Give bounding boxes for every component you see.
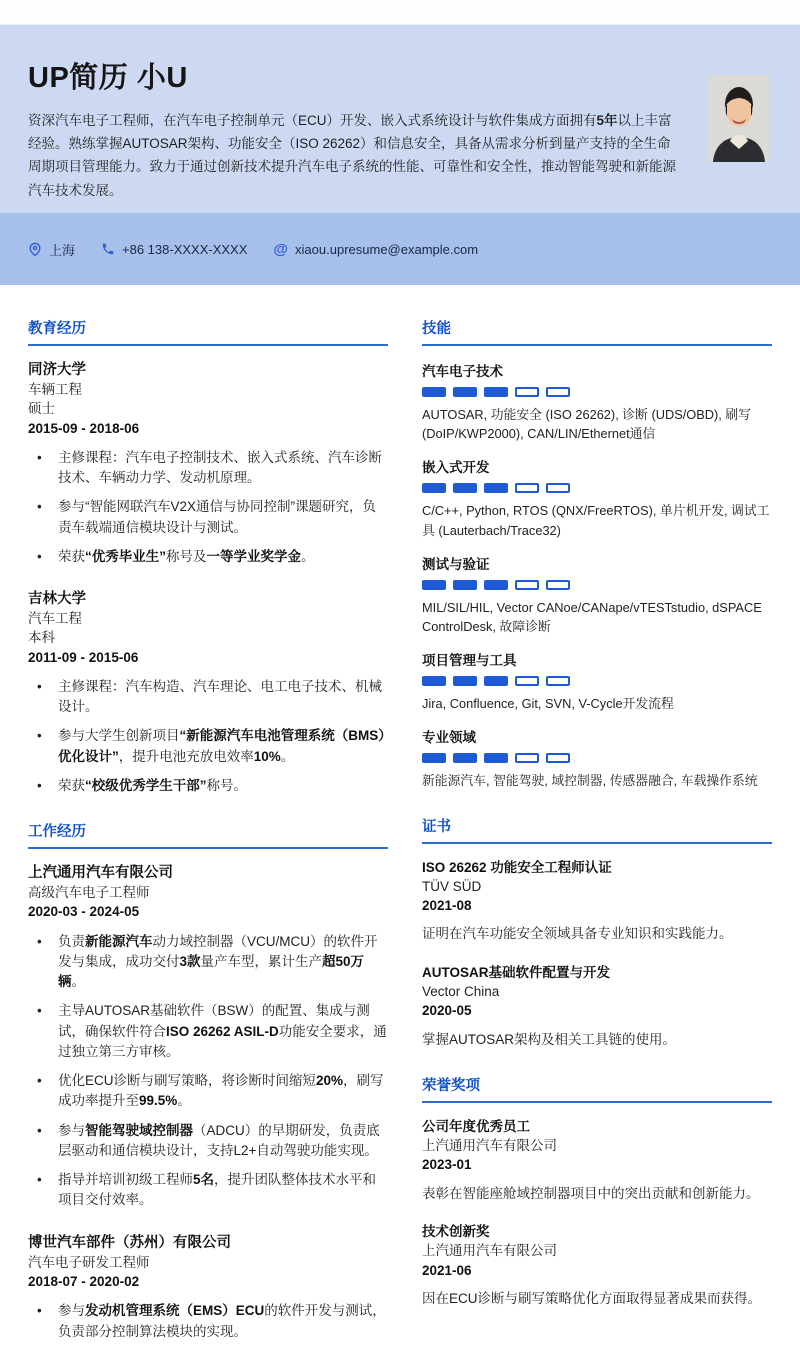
location-pin-icon [28, 242, 42, 257]
skill-item [422, 553, 772, 636]
skill-item [422, 726, 772, 790]
skill-block-filled [484, 387, 508, 397]
skill-level-blocks [422, 580, 772, 590]
bullet-item: • 参与智能驾驶域控制器（ADCU）的早期研发，负责底层驱动和通信模块设计，支持L2+自动驾驶功能实现。 [28, 1121, 388, 1162]
bullet-item: • 主修课程：汽车电子控制技术、嵌入式系统、汽车诊断技术、车辆动力学、发动机原理。 [28, 448, 388, 489]
contact-phone-label: +86 138-XXXX-XXXX [122, 241, 248, 257]
card-entry [422, 1222, 772, 1309]
skill-block-filled [453, 580, 477, 590]
section-honors [422, 1074, 772, 1309]
card-desc: 证明在汽车功能安全领域具备专业知识和实践能力。 [422, 926, 733, 942]
resume-entry [28, 589, 388, 796]
contact-phone [101, 242, 247, 257]
entry-date: 2015-09 - 2018-06 [28, 420, 140, 436]
contact-bar [0, 213, 800, 285]
entry-subline: 硕士 [28, 401, 55, 417]
skill-item [422, 456, 772, 539]
skill-name: 测试与验证 [422, 556, 490, 572]
bullet-item: • 荣获“校级优秀学生干部”称号。 [28, 776, 388, 796]
phone-icon [101, 242, 115, 256]
entry-date: 2011-09 - 2015-06 [28, 649, 139, 665]
skill-desc: Jira, Confluence, Git, SVN, V-Cycle开发流程 [422, 696, 674, 712]
section-title-work: 工作经历 [28, 820, 388, 849]
entry-heading: 同济大学 [28, 362, 86, 378]
skill-block-filled [484, 580, 508, 590]
card-date: 2023-01 [422, 1157, 472, 1173]
skill-desc: MIL/SIL/HIL, Vector CANoe/CANape/vTESTstudio, dSPACE ControlDesk, 故障诊断 [422, 599, 762, 634]
skill-item [422, 649, 772, 713]
skill-block-empty [546, 483, 570, 493]
skill-block-empty [546, 676, 570, 686]
entry-bullet-list [28, 677, 388, 796]
section-title-education: 教育经历 [28, 317, 388, 346]
skill-block-filled [422, 753, 446, 763]
bullet-item: • 负责新能源汽车动力域控制器（VCU/MCU）的软件开发与集成，成功交付3款量产车型，累计生产超50万辆。 [28, 932, 388, 993]
bullet-item: • 参与“智能网联汽车V2X通信与协同控制”课题研究，负责车载端通信模块设计与测试。 [28, 497, 388, 538]
skill-desc: 新能源汽车, 智能驾驶, 域控制器, 传感器融合, 车载操作系统 [422, 773, 758, 789]
certs-list [422, 858, 772, 1050]
resume-entry [28, 863, 388, 1211]
bullet-item: • 指导并培训初级工程师5名，提升团队整体技术水平和项目交付效率。 [28, 1170, 388, 1211]
skill-item [422, 360, 772, 443]
entry-date: 2020-03 - 2024-05 [28, 904, 140, 920]
skill-block-filled [453, 676, 477, 686]
card-org: 上汽通用汽车有限公司 [422, 1243, 557, 1259]
skill-block-filled [422, 483, 446, 493]
entry-subline: 汽车电子研发工程师 [28, 1254, 150, 1270]
card-date: 2020-05 [422, 1003, 472, 1019]
bullet-item: • 主导AUTOSAR基础软件（BSW）的配置、集成与测试，确保软件符合ISO 26262 ASIL-D功能安全要求，通过独立第三方审核。 [28, 1001, 388, 1062]
skill-block-filled [422, 387, 446, 397]
summary-text: 资深汽车电子工程师，在汽车电子控制单元（ECU）开发、嵌入式系统设计与软件集成方面拥有5年以上丰富经验。熟练掌握AUTOSAR架构、功能安全（ISO 26262）和信息安全，具备从需求分析到量产支持的全生命周期项目管理能力。致力于通过创新技术提升汽车电子系统的性能、可靠性和安全性，推动智能驾驶和新能源汽车技术发展。 [28, 113, 676, 198]
entry-subline: 车辆工程 [28, 382, 82, 398]
card-entry [422, 1117, 772, 1204]
entry-bullet-list [28, 448, 388, 567]
skill-block-empty [515, 387, 539, 397]
card-entry [422, 963, 772, 1050]
card-org: Vector China [422, 984, 500, 1000]
skill-desc: C/C++, Python, RTOS (QNX/FreeRTOS), 单片机开发, 调试工具 (Lauterbach/Trace32) [422, 503, 770, 538]
entry-subline: 本科 [28, 630, 55, 646]
card-title: 公司年度优秀员工 [422, 1118, 530, 1134]
section-work [28, 820, 388, 1342]
card-desc: 掌握AUTOSAR架构及相关工具链的使用。 [422, 1031, 677, 1047]
card-date: 2021-06 [422, 1262, 472, 1278]
contact-email-label: xiaou.upresume@example.com [295, 241, 479, 257]
skill-block-empty [546, 387, 570, 397]
entry-heading: 吉林大学 [28, 591, 86, 608]
card-desc: 因在ECU诊断与刷写策略优化方面取得显著成果而获得。 [422, 1290, 762, 1306]
card-desc: 表彰在智能座舱域控制器项目中的突出贡献和创新能力。 [422, 1185, 760, 1201]
skill-block-filled [453, 483, 477, 493]
content-columns [0, 285, 800, 1366]
skill-block-empty [515, 676, 539, 686]
section-title-skills: 技能 [422, 317, 772, 346]
bullet-item: • 参与发动机管理系统（EMS）ECU的软件开发与测试，负责部分控制算法模块的实现。 [28, 1301, 388, 1342]
entry-heading: 上汽通用汽车有限公司 [28, 865, 173, 882]
entry-subline: 汽车工程 [28, 611, 82, 627]
card-date: 2021-08 [422, 898, 472, 914]
skill-name: 项目管理与工具 [422, 653, 517, 669]
top-margin-strip [0, 0, 800, 25]
resume-entry [28, 1233, 388, 1342]
skill-name: 专业领域 [422, 730, 476, 746]
card-entry [422, 858, 772, 945]
section-education [28, 317, 388, 796]
at-sign-icon: @ [273, 240, 289, 258]
card-title: 技术创新奖 [422, 1223, 490, 1239]
skill-level-blocks [422, 483, 772, 493]
resume-entry [28, 360, 388, 567]
section-skills [422, 317, 772, 791]
resume-header [0, 25, 800, 213]
skill-block-filled [484, 676, 508, 686]
entry-bullet-list [28, 1301, 388, 1342]
page-title: UP简历 小U [28, 62, 188, 94]
education-entries [28, 360, 388, 796]
skill-block-filled [484, 753, 508, 763]
skill-level-blocks [422, 676, 772, 686]
skill-level-blocks [422, 753, 772, 763]
skill-name: 嵌入式开发 [422, 460, 490, 476]
skill-block-filled [422, 676, 446, 686]
skill-block-empty [546, 580, 570, 590]
skill-block-filled [453, 387, 477, 397]
bullet-item: • 优化ECU诊断与刷写策略，将诊断时间缩短20%，刷写成功率提升至99.5%。 [28, 1071, 388, 1112]
skill-block-empty [515, 580, 539, 590]
skill-block-empty [546, 753, 570, 763]
entry-subline: 高级汽车电子工程师 [28, 885, 150, 901]
skill-desc: AUTOSAR, 功能安全 (ISO 26262), 诊断 (UDS/OBD), 刷写 (DoIP/KWP2000), CAN/LIN/Ethernet通信 [422, 407, 751, 442]
contact-location-label: 上海 [49, 242, 76, 258]
skill-block-filled [484, 483, 508, 493]
skill-block-filled [422, 580, 446, 590]
card-org: TÜV SÜD [422, 879, 482, 895]
section-title-honors: 荣誉奖项 [422, 1074, 772, 1103]
honors-list [422, 1117, 772, 1309]
skill-block-empty [515, 483, 539, 493]
left-column [28, 317, 388, 1366]
bullet-item: • 参与大学生创新项目“新能源汽车电池管理系统（BMS）优化设计”，提升电池充放电效率10%。 [28, 726, 388, 767]
skill-level-blocks [422, 387, 772, 397]
contact-email[interactable] [273, 242, 478, 257]
entry-date: 2018-07 - 2020-02 [28, 1274, 140, 1290]
avatar-placeholder-image [708, 75, 770, 162]
contact-location [28, 240, 75, 259]
bullet-item: • 荣获“优秀毕业生”称号及一等学业奖学金。 [28, 547, 388, 567]
card-title: ISO 26262 功能安全工程师认证 [422, 859, 612, 875]
entry-heading: 博世汽车部件（苏州）有限公司 [28, 1234, 231, 1251]
section-title-certs: 证书 [422, 815, 772, 844]
card-title: AUTOSAR基础软件配置与开发 [422, 964, 611, 980]
skill-block-empty [515, 753, 539, 763]
skill-block-filled [453, 753, 477, 763]
section-certs [422, 815, 772, 1050]
bullet-item: • 主修课程：汽车构造、汽车理论、电工电子技术、机械设计。 [28, 677, 388, 718]
work-entries [28, 863, 388, 1342]
right-column [422, 317, 772, 1366]
avatar [708, 75, 770, 162]
card-org: 上汽通用汽车有限公司 [422, 1138, 557, 1154]
skill-name: 汽车电子技术 [422, 364, 503, 379]
skills-list [422, 360, 772, 791]
entry-bullet-list [28, 932, 388, 1211]
